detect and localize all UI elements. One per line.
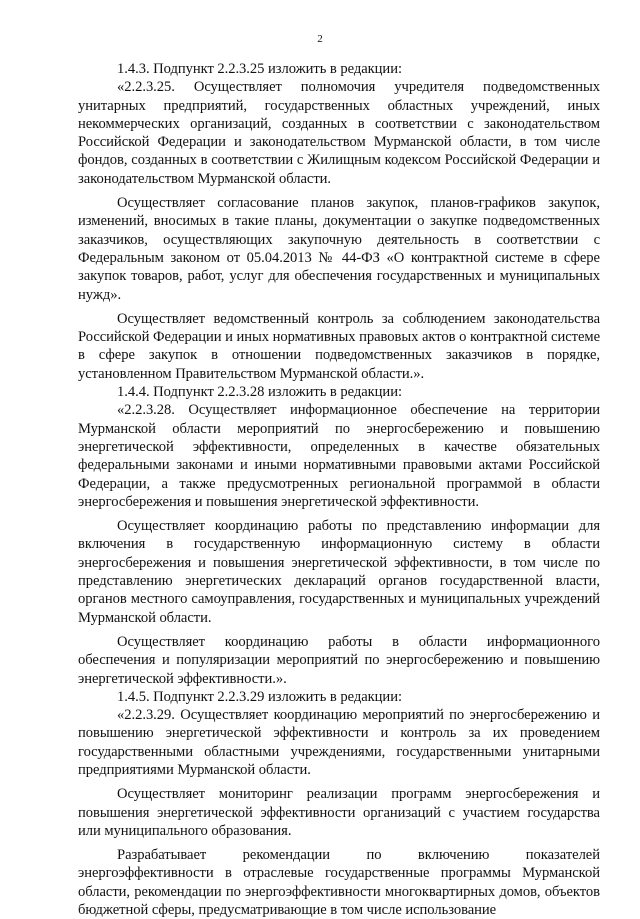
paragraph-popularization-coordination: Осуществляет координацию работы в области информационного обеспечения и популяризации мероприятий по энергосбережению и повышению энергетической эффективности.». (78, 633, 600, 687)
paragraph-2-2-3-28: «2.2.3.28. Осуществляет информационное обеспечение на территории Мурманской области мероприятий по энергосбережению и повышению энергетической эффективности, определенных в качестве обязательных федеральными законами и иными нормативными правовыми актами Российской Федерации, а также предусмотренных региональной программой в области энергосбережения и повышения энергетической эффективности. (78, 402, 600, 510)
paragraph-amendment-1-4-4: 1.4.4. Подпункт 2.2.3.28 изложить в редакции: (117, 384, 402, 401)
document-body (78, 60, 600, 919)
paragraph-amendment-1-4-5: 1.4.5. Подпункт 2.2.3.29 изложить в редакции: (117, 688, 402, 705)
paragraph-information-coordination: Осуществляет координацию работы по представлению информации для включения в государственную информационную систему в области энергосбережения и повышения энергетической эффективности, в том числе по представлению энергетических деклараций органов государственной власти, органов местного самоуправления, государственных и муниципальных учреждений Мурманской области. (78, 518, 600, 626)
paragraph-2-2-3-29: «2.2.3.29. Осуществляет координацию мероприятий по энергосбережению и повышению энергетической эффективности и контроль за их проведением государственными областными учреждениями, государственными унитарными предприятиями Мурманской области. (78, 707, 600, 778)
page-number: 2 (317, 33, 323, 45)
paragraph-procurement-control: Осуществляет ведомственный контроль за соблюдением законодательства Российской Федерации и иных нормативных правовых актов о контрактной системе в сфере закупок в отношении подведомственных заказчиков в порядке, установленном Правительством Мурманской области.». (78, 310, 600, 382)
paragraph-recommendations: Разрабатывает рекомендации по включению показателей энергоэффективности в отраслевые государственные программы Мурманской области, рекомендации по энергоэффективности многоквартирных домов, объектов бюджетной сферы, предусматривающие в том числе использование (78, 847, 600, 919)
paragraph-monitoring: Осуществляет мониторинг реализации программ энергосбережения и повышения энергетической эффективности организаций с участием государства или муниципального образования. (78, 786, 600, 839)
paragraph-procurement-approval: Осуществляет согласование планов закупок, планов-графиков закупок, изменений, вносимых в такие планы, документации о закупке подведомственных заказчиков, осуществляющих закупочную деятельность в соответствии с Федеральным законом от 05.04.2013 № 44-ФЗ «О контрактной системе в сфере закупок товаров, работ, услуг для обеспечения государственных и муниципальных нужд». (78, 195, 600, 303)
paragraph-2-2-3-25: «2.2.3.25. Осуществляет полномочия учредителя подведомственных унитарных предприятий, государственных областных учреждений, иных некоммерческих организаций, созданных в соответствии с законодательством Российской Федерации и законодательством Мурманской области, в том числе фондов, созданных в соответствии с Жилищным кодексом Российской Федерации и законодательством Мурманской области. (78, 79, 600, 187)
paragraph-amendment-1-4-3: 1.4.3. Подпункт 2.2.3.25 изложить в редакции: (117, 61, 402, 77)
